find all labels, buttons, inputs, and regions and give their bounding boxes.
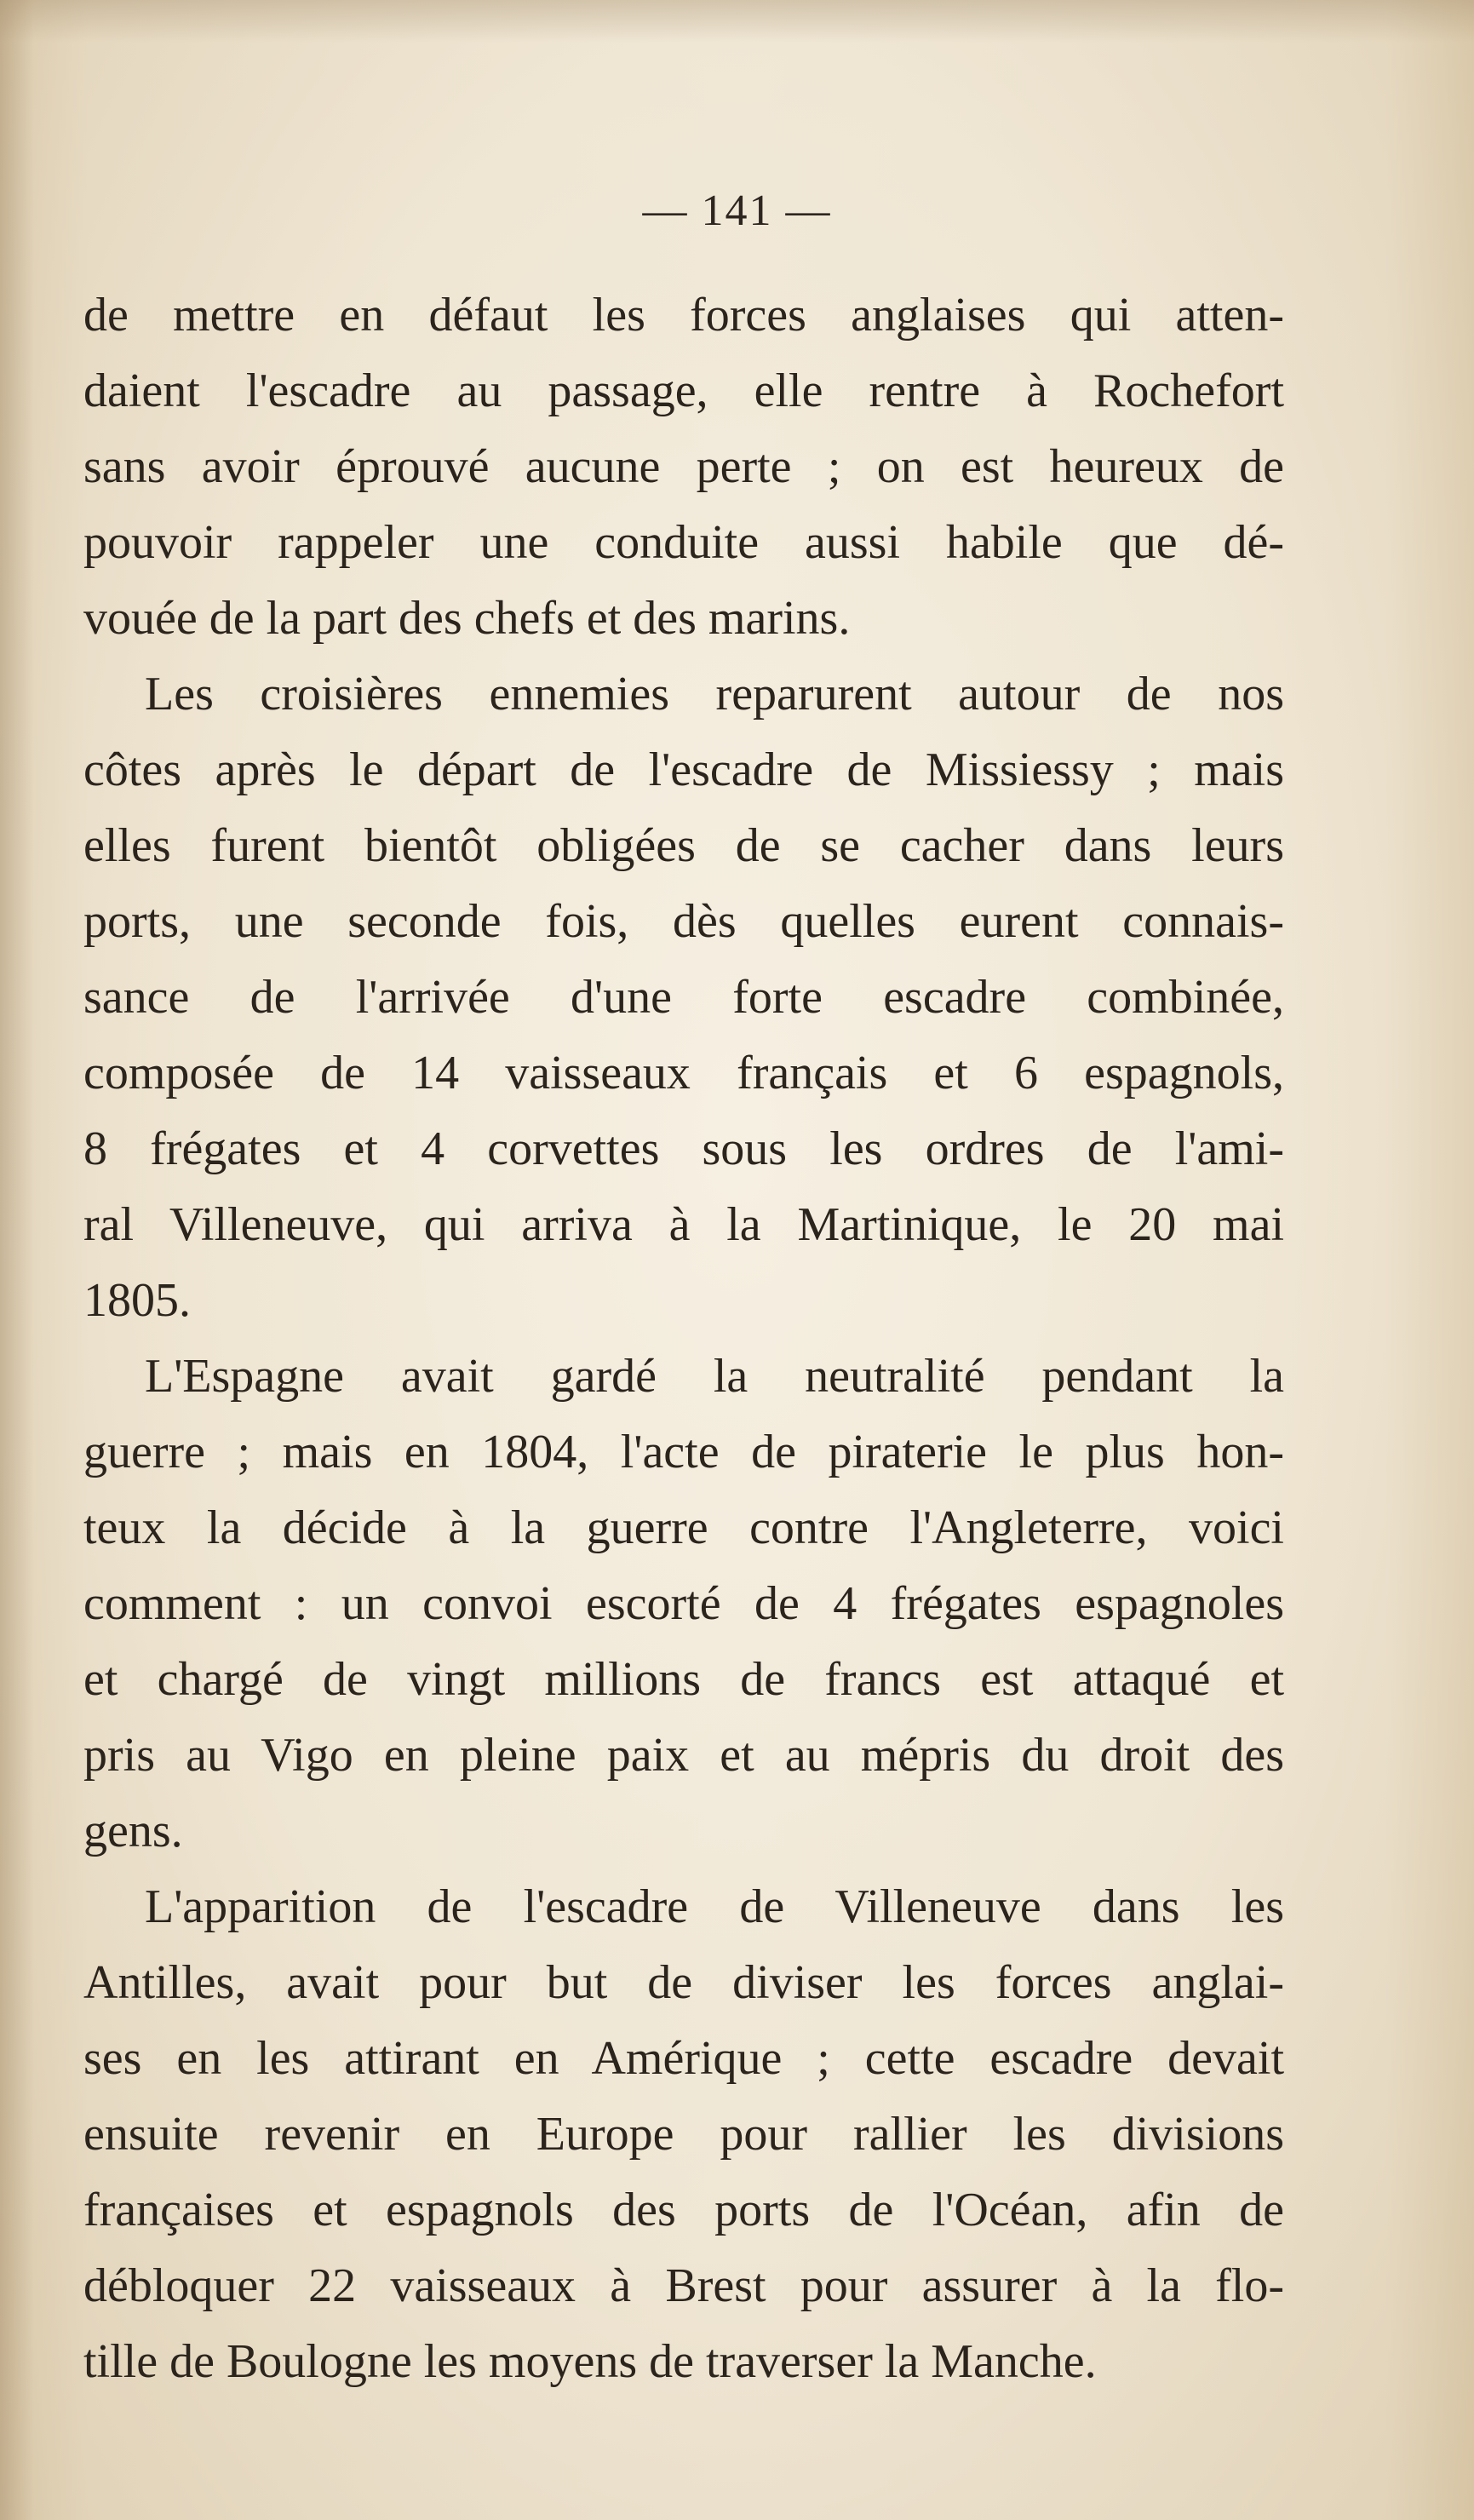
text-line: débloquer 22 vaisseaux à Brest pour assurer à la flo- bbox=[83, 2259, 1284, 2312]
text-line: ral Villeneuve, qui arriva à la Martinique, le 20 mai bbox=[83, 1198, 1284, 1251]
text-line: teux la décide à la guerre contre l'Angleterre, voici bbox=[83, 1501, 1284, 1554]
text-line: L'Espagne avait gardé la neutralité pendant la bbox=[145, 1350, 1284, 1403]
text-line: Antilles, avait pour but de diviser les forces anglai- bbox=[83, 1956, 1284, 2009]
text-line: Les croisières ennemies reparurent autour de nos bbox=[145, 668, 1284, 720]
page-edge-shadow-top bbox=[0, 0, 1474, 43]
text-line: vouée de la part des chefs et des marins. bbox=[83, 592, 851, 645]
page-number: — 141 — bbox=[642, 187, 832, 235]
text-line: composée de 14 vaisseaux français et 6 espagnols, bbox=[83, 1047, 1284, 1099]
text-line: sance de l'arrivée d'une forte escadre combinée, bbox=[83, 971, 1284, 1024]
body-text bbox=[83, 278, 1284, 2400]
text-line: ports, une seconde fois, dès quelles eurent connais- bbox=[83, 895, 1284, 948]
text-line: françaises et espagnols des ports de l'Océan, afin de bbox=[83, 2184, 1284, 2236]
text-line: tille de Boulogne les moyens de traverser la Manche. bbox=[83, 2335, 1097, 2388]
text-line: de mettre en défaut les forces anglaises qui atten- bbox=[83, 289, 1284, 342]
text-line: daient l'escadre au passage, elle rentre à Rochefort bbox=[83, 365, 1284, 417]
text-line: côtes après le départ de l'escadre de Missiessy ; mais bbox=[83, 743, 1284, 796]
text-line: 1805. bbox=[83, 1274, 191, 1327]
text-line: 8 frégates et 4 corvettes sous les ordres de l'ami- bbox=[83, 1122, 1284, 1175]
text-line: comment : un convoi escorté de 4 frégates espagnoles bbox=[83, 1577, 1284, 1630]
text-line: ses en les attirant en Amérique ; cette escadre devait bbox=[83, 2032, 1284, 2085]
page-edge-shadow-left bbox=[0, 0, 34, 2520]
text-line: pris au Vigo en pleine paix et au mépris du droit des bbox=[83, 1729, 1284, 1782]
text-line: guerre ; mais en 1804, l'acte de piraterie le plus hon- bbox=[83, 1426, 1284, 1478]
text-line: gens. bbox=[83, 1805, 183, 1857]
text-line: ensuite revenir en Europe pour rallier les divisions bbox=[83, 2108, 1284, 2161]
text-line: pouvoir rappeler une conduite aussi habile que dé- bbox=[83, 516, 1284, 569]
text-line: et chargé de vingt millions de francs est attaqué et bbox=[83, 1653, 1284, 1706]
text-line: L'apparition de l'escadre de Villeneuve dans les bbox=[145, 1880, 1284, 1933]
text-line: elles furent bientôt obligées de se cacher dans leurs bbox=[83, 819, 1284, 872]
text-line: sans avoir éprouvé aucune perte ; on est heureux de bbox=[83, 440, 1284, 493]
